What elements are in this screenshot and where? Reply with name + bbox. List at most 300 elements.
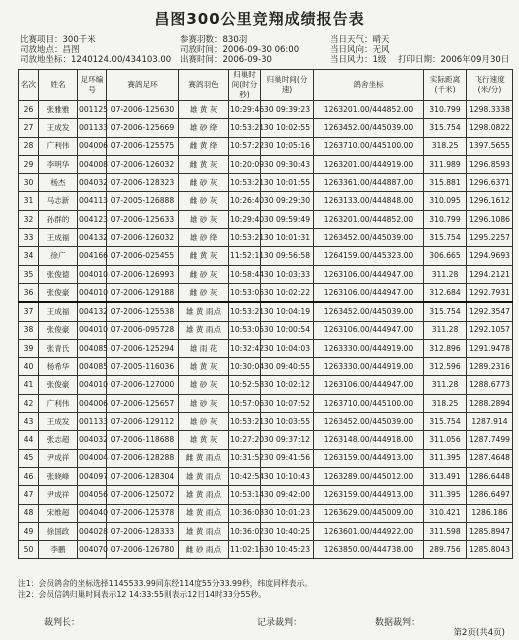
- table-cell: 王成福: [39, 302, 78, 321]
- table-cell: 36: [19, 283, 39, 302]
- table-cell: 07-2006-118688: [107, 431, 179, 449]
- print-date: 打印日期：2006年09月30日: [398, 55, 510, 65]
- column-header: 归巢时间(时分秒): [229, 70, 261, 101]
- table-cell: 1288.6773: [467, 376, 513, 394]
- table-cell: 雄 黄 雨点: [179, 467, 229, 485]
- table-cell: 1263289.00/445012.00: [314, 467, 424, 485]
- column-header: 赛鸽足环: [107, 70, 179, 101]
- table-cell: 30 10:02:12: [261, 376, 314, 394]
- table-cell: 30 10:45:23: [261, 541, 314, 559]
- table-cell: 312.684: [424, 283, 467, 302]
- wind-direction: 当日风向：无风: [330, 45, 390, 55]
- table-cell: 11:52:11: [229, 247, 261, 265]
- table-cell: 10:58:44: [229, 265, 261, 283]
- table-cell: 雄 黄 灰: [179, 431, 229, 449]
- table-cell: 004097: [78, 467, 107, 485]
- table-cell: 45: [19, 449, 39, 467]
- table-row: [19, 174, 513, 192]
- table-cell: 11:02:16: [229, 541, 261, 559]
- table-row: [19, 376, 513, 394]
- table-cell: 张青氏: [39, 339, 78, 357]
- table-cell: 1286.6448: [467, 467, 513, 485]
- table-cell: 10:29:40: [229, 210, 261, 228]
- table-cell: 1263106.00/444947.00: [314, 321, 424, 339]
- table-cell: 42: [19, 394, 39, 412]
- table-cell: 311.395: [424, 486, 467, 504]
- table-cell: 34: [19, 247, 39, 265]
- column-header: 赛鸽羽色: [179, 70, 229, 101]
- table-row: [19, 192, 513, 210]
- table-cell: 07-2006-125294: [107, 339, 179, 357]
- table-row: [19, 394, 513, 412]
- table-cell: 10:53:14: [229, 486, 261, 504]
- table-cell: 1263106.00/444947.00: [314, 283, 424, 302]
- table-cell: 雌 黄 灰: [179, 247, 229, 265]
- table-cell: 雌 黄 雨点: [179, 449, 229, 467]
- table-cell: 雌 黄 绛: [179, 137, 229, 155]
- table-cell: 1263850.00/444738.00: [314, 541, 424, 559]
- table-cell: 004056: [78, 486, 107, 504]
- table-cell: 289.756: [424, 541, 467, 559]
- table-cell: 10:26:40: [229, 192, 261, 210]
- table-cell: 41: [19, 376, 39, 394]
- table-cell: 1263452.00/445039.00: [314, 413, 424, 431]
- table-cell: 1287.4648: [467, 449, 513, 467]
- table-cell: 10:53:05: [229, 321, 261, 339]
- table-cell: 1298.0822: [467, 119, 513, 137]
- table-cell: 雄 黄 雨点: [179, 486, 229, 504]
- table-cell: 004010: [78, 321, 107, 339]
- table-row: [19, 449, 513, 467]
- table-cell: 004132: [78, 229, 107, 247]
- table-cell: 004032: [78, 174, 107, 192]
- table-cell: 30 09:29:30: [261, 192, 314, 210]
- table-cell: 1289.2316: [467, 358, 513, 376]
- table-row: [19, 229, 513, 247]
- table-cell: 30 10:04:19: [261, 302, 314, 321]
- table-cell: 1291.9478: [467, 339, 513, 357]
- table-cell: 004006: [78, 394, 107, 412]
- table-cell: 004004: [78, 449, 107, 467]
- table-cell: 李鹏: [39, 541, 78, 559]
- table-cell: 1263601.00/444922.00: [314, 522, 424, 540]
- table-cell: 07-2006-095728: [107, 321, 179, 339]
- table-cell: 49: [19, 522, 39, 540]
- table-cell: 张俊豪: [39, 376, 78, 394]
- table-cell: 28: [19, 137, 39, 155]
- table-cell: 孙群的: [39, 210, 78, 228]
- table-cell: 张晓峰: [39, 467, 78, 485]
- table-row: [19, 541, 513, 559]
- table-cell: 1263710.00/445100.00: [314, 394, 424, 412]
- table-row: [19, 247, 513, 265]
- table-cell: 1264159.00/445323.00: [314, 247, 424, 265]
- table-cell: 311.598: [424, 522, 467, 540]
- table-cell: 46: [19, 467, 39, 485]
- table-cell: 310.095: [424, 192, 467, 210]
- table-cell: 44: [19, 431, 39, 449]
- table-cell: 07-2006-125630: [107, 101, 179, 119]
- table-cell: 004040: [78, 504, 107, 522]
- table-cell: 30 10:05:16: [261, 137, 314, 155]
- table-cell: 30 10:00:54: [261, 321, 314, 339]
- table-cell: 07-2006-128304: [107, 467, 179, 485]
- table-cell: 1397.5655: [467, 137, 513, 155]
- table-cell: 雌 黄 灰: [179, 155, 229, 173]
- table-cell: 1294.9693: [467, 247, 513, 265]
- table-cell: 311.056: [424, 431, 467, 449]
- table-cell: 07-2006-129188: [107, 283, 179, 302]
- table-cell: 30 10:04:03: [261, 339, 314, 357]
- table-cell: 1263159.00/444913.00: [314, 486, 424, 504]
- table-cell: 王成发: [39, 413, 78, 431]
- table-cell: 001125: [78, 101, 107, 119]
- table-cell: 310.799: [424, 210, 467, 228]
- table-cell: 张志超: [39, 431, 78, 449]
- table-cell: 33: [19, 229, 39, 247]
- table-cell: 10:30:04: [229, 358, 261, 376]
- table-row: [19, 413, 513, 431]
- table-cell: 尹成祥: [39, 486, 78, 504]
- table-cell: 雄 砂 灰: [179, 413, 229, 431]
- table-cell: 07-2006-127000: [107, 376, 179, 394]
- chief-referee-label: 裁判长：: [44, 618, 81, 628]
- table-cell: 30 09:42:00: [261, 486, 314, 504]
- table-row: [19, 119, 513, 137]
- table-cell: 雄 砂 灰: [179, 394, 229, 412]
- table-cell: 30: [19, 174, 39, 192]
- table-cell: 1285.8947: [467, 522, 513, 540]
- table-cell: 004006: [78, 137, 107, 155]
- column-header: 足环编号: [78, 70, 107, 101]
- table-cell: 杨希华: [39, 358, 78, 376]
- table-cell: 311.395: [424, 449, 467, 467]
- table-cell: 1263201.00/444919.00: [314, 155, 424, 173]
- table-cell: 广利伟: [39, 394, 78, 412]
- table-cell: 004085: [78, 358, 107, 376]
- table-cell: 雄 黄 雨点: [179, 522, 229, 540]
- table-cell: 07-2006-025455: [107, 247, 179, 265]
- release-time: 司放时间：2006-09-30 06:00: [180, 45, 300, 55]
- table-cell: 004166: [78, 247, 107, 265]
- table-cell: 张雅雅: [39, 101, 78, 119]
- table-cell: 10:53:21: [229, 413, 261, 431]
- table-cell: 004032: [78, 431, 107, 449]
- table-cell: 马志新: [39, 192, 78, 210]
- table-cell: 1292.3547: [467, 302, 513, 321]
- table-cell: 07-2005-126888: [107, 192, 179, 210]
- table-cell: 47: [19, 486, 39, 504]
- race-item: 比赛项目：300千米: [20, 35, 96, 45]
- table-cell: 37: [19, 302, 39, 321]
- table-cell: 004008: [78, 155, 107, 173]
- table-cell: 张俊德: [39, 265, 78, 283]
- table-cell: 26: [19, 101, 39, 119]
- table-cell: 1285.8043: [467, 541, 513, 559]
- page-number: 第2页(共4页): [453, 628, 505, 638]
- table-cell: 50: [19, 541, 39, 559]
- table-cell: 王成福: [39, 229, 78, 247]
- table-row: [19, 339, 513, 357]
- table-cell: 32: [19, 210, 39, 228]
- table-cell: 315.754: [424, 413, 467, 431]
- table-cell: 1263330.00/444919.00: [314, 339, 424, 357]
- table-cell: 10:36:03: [229, 504, 261, 522]
- table-row: [19, 358, 513, 376]
- table-cell: 315.754: [424, 229, 467, 247]
- column-header: 归巢时间(分速): [261, 70, 314, 101]
- table-cell: 004123: [78, 210, 107, 228]
- table-row: [19, 486, 513, 504]
- table-cell: 王成发: [39, 119, 78, 137]
- results-table: [18, 69, 513, 559]
- column-header: 鸽舍坐标: [314, 70, 424, 101]
- table-cell: 1263452.00/445039.00: [314, 119, 424, 137]
- table-cell: 1263159.00/444913.00: [314, 449, 424, 467]
- table-cell: 001133: [78, 119, 107, 137]
- table-cell: 1288.2894: [467, 394, 513, 412]
- table-row: [19, 210, 513, 228]
- table-cell: 1295.2257: [467, 229, 513, 247]
- table-cell: 10:53:21: [229, 302, 261, 321]
- table-cell: 30 09:56:58: [261, 247, 314, 265]
- table-cell: 30 10:10:43: [261, 467, 314, 485]
- table-cell: 30 10:01:55: [261, 174, 314, 192]
- table-cell: 07-2006-128288: [107, 449, 179, 467]
- table-cell: 311.28: [424, 265, 467, 283]
- table-cell: 318.25: [424, 137, 467, 155]
- table-cell: 07-2006-128323: [107, 174, 179, 192]
- table-cell: 30 10:03:55: [261, 413, 314, 431]
- table-cell: 雄 黄 雨点: [179, 302, 229, 321]
- table-cell: 1263133.00/444848.00: [314, 192, 424, 210]
- table-cell: 10:53:05: [229, 283, 261, 302]
- table-cell: 1287.7499: [467, 431, 513, 449]
- table-row: [19, 467, 513, 485]
- table-cell: 10:20:09: [229, 155, 261, 173]
- table-cell: 10:57:06: [229, 394, 261, 412]
- table-cell: 1287.914: [467, 413, 513, 431]
- table-cell: 1263710.00/445100.00: [314, 137, 424, 155]
- table-cell: 雄 黄 灰: [179, 358, 229, 376]
- table-cell: 1263361.00/444887.00: [314, 174, 424, 192]
- table-cell: 雌 砂 灰: [179, 265, 229, 283]
- table-cell: 1296.8593: [467, 155, 513, 173]
- table-cell: 雌 砂 雨点: [179, 541, 229, 559]
- table-cell: 311.989: [424, 155, 467, 173]
- table-cell: 尹成祥: [39, 449, 78, 467]
- release-location: 司放地点：昌图: [20, 45, 80, 55]
- table-cell: 宋维超: [39, 504, 78, 522]
- table-row: [19, 137, 513, 155]
- table-cell: 315.754: [424, 302, 467, 321]
- table-cell: 李明华: [39, 155, 78, 173]
- table-cell: 30 09:59:49: [261, 210, 314, 228]
- table-cell: 27: [19, 119, 39, 137]
- table-cell: 1292.1057: [467, 321, 513, 339]
- table-cell: 雌 砂 灰: [179, 283, 229, 302]
- table-cell: 雌 砂 灰: [179, 174, 229, 192]
- note-1: 注1：会员鸽舍的坐标选择1145533.99同东经114度55分33.99秒，纬度同样表示。: [18, 579, 313, 588]
- data-referee-label: 数据裁判：: [375, 618, 421, 628]
- table-row: [19, 522, 513, 540]
- recording-referee-label: 记录裁判：: [257, 618, 303, 628]
- table-cell: 07-2006-125669: [107, 119, 179, 137]
- table-cell: 张俊豪: [39, 283, 78, 302]
- table-cell: 1263148.00/444918.00: [314, 431, 424, 449]
- table-cell: 07-2006-126780: [107, 541, 179, 559]
- table-cell: 40: [19, 358, 39, 376]
- table-cell: 10:27:20: [229, 431, 261, 449]
- weather: 当日天气：晴天: [330, 35, 390, 45]
- table-cell: 07-2006-125657: [107, 394, 179, 412]
- table-cell: 杨杰: [39, 174, 78, 192]
- table-cell: 310.799: [424, 101, 467, 119]
- column-header: 飞行速度(米/分): [467, 70, 513, 101]
- table-cell: 雄 砂 灰: [179, 210, 229, 228]
- table-cell: 311.28: [424, 376, 467, 394]
- table-cell: 30 09:39:23: [261, 101, 314, 119]
- table-row: [19, 265, 513, 283]
- table-cell: 雄 黄 雨点: [179, 321, 229, 339]
- table-row: [19, 101, 513, 119]
- table-cell: 1263330.00/444919.00: [314, 358, 424, 376]
- table-cell: 10:32:42: [229, 339, 261, 357]
- table-cell: 48: [19, 504, 39, 522]
- table-cell: 1296.1612: [467, 192, 513, 210]
- table-cell: 10:52:58: [229, 376, 261, 394]
- table-cell: 004028: [78, 522, 107, 540]
- table-cell: 07-2006-128333: [107, 522, 179, 540]
- table-cell: 雄 黄 雨点: [179, 504, 229, 522]
- table-cell: 311.28: [424, 321, 467, 339]
- table-cell: 1296.1086: [467, 210, 513, 228]
- table-cell: 07-2006-126993: [107, 265, 179, 283]
- release-coordinate: 司放地坐标：1240124.00/434103.00: [20, 55, 172, 65]
- table-cell: 315.881: [424, 174, 467, 192]
- table-cell: 07-2006-125538: [107, 302, 179, 321]
- table-cell: 张俊豪: [39, 321, 78, 339]
- table-cell: 004010: [78, 376, 107, 394]
- table-cell: 07-2006-126032: [107, 229, 179, 247]
- table-cell: 318.25: [424, 394, 467, 412]
- table-cell: 10:36:02: [229, 522, 261, 540]
- table-cell: 312.596: [424, 358, 467, 376]
- table-cell: 徐广: [39, 247, 78, 265]
- table-cell: 徐国政: [39, 522, 78, 540]
- table-cell: 10:57:22: [229, 137, 261, 155]
- table-cell: 30 10:01:31: [261, 229, 314, 247]
- table-cell: 10:53:21: [229, 229, 261, 247]
- table-cell: 10:42:54: [229, 467, 261, 485]
- table-cell: 43: [19, 413, 39, 431]
- wind-force: 当日风力：1级: [330, 55, 387, 65]
- table-cell: 30 10:07:52: [261, 394, 314, 412]
- table-cell: 004085: [78, 339, 107, 357]
- table-cell: 1263452.00/445039.00: [314, 302, 424, 321]
- table-cell: 39: [19, 339, 39, 357]
- table-cell: 雄 砂 灰: [179, 376, 229, 394]
- column-header: 名次: [19, 70, 39, 101]
- table-cell: 1286.6497: [467, 486, 513, 504]
- table-cell: 004010: [78, 265, 107, 283]
- table-cell: 30 10:40:25: [261, 522, 314, 540]
- table-cell: 雄 雨 花: [179, 339, 229, 357]
- table-row: [19, 283, 513, 302]
- column-header: 姓名: [39, 70, 78, 101]
- table-cell: 1286.186: [467, 504, 513, 522]
- table-cell: 30 09:41:56: [261, 449, 314, 467]
- table-cell: 07-2005-116036: [107, 358, 179, 376]
- column-header: 实际距离(千米): [424, 70, 467, 101]
- table-cell: 1263201.00/444852.00: [314, 210, 424, 228]
- table-cell: 1298.3338: [467, 101, 513, 119]
- note-2: 注2：会员信鸽归巢时间表示12 14:33:55则表示12日14时33分55秒。: [18, 590, 266, 599]
- table-cell: 1263452.00/445039.00: [314, 229, 424, 247]
- table-cell: 雄 砂 绛: [179, 119, 229, 137]
- table-cell: 29: [19, 155, 39, 173]
- table-cell: 38: [19, 321, 39, 339]
- table-cell: 1296.6371: [467, 174, 513, 192]
- table-row: [19, 321, 513, 339]
- entry-count: 参赛羽数：830羽: [180, 35, 248, 45]
- table-cell: 30 10:02:22: [261, 283, 314, 302]
- table-cell: 30 09:30:43: [261, 155, 314, 173]
- table-cell: 07-2006-125575: [107, 137, 179, 155]
- table-cell: 30 09:37:12: [261, 431, 314, 449]
- table-cell: 30 10:02:55: [261, 119, 314, 137]
- table-cell: 广利伟: [39, 137, 78, 155]
- table-cell: 004070: [78, 541, 107, 559]
- table-cell: 004113: [78, 192, 107, 210]
- table-row: [19, 504, 513, 522]
- table-cell: 雄 黄 灰: [179, 101, 229, 119]
- table-cell: 30 09:40:55: [261, 358, 314, 376]
- table-cell: 雌 砂 灰: [179, 192, 229, 210]
- table-cell: 004132: [78, 302, 107, 321]
- table-cell: 07-2006-126032: [107, 155, 179, 173]
- table-cell: 1294.2121: [467, 265, 513, 283]
- table-cell: 07-2006-129112: [107, 413, 179, 431]
- table-cell: 雄 砂 绛: [179, 229, 229, 247]
- table-cell: 1292.7931: [467, 283, 513, 302]
- table-cell: 35: [19, 265, 39, 283]
- table-cell: 001133: [78, 413, 107, 431]
- table-cell: 1263106.00/444947.00: [314, 265, 424, 283]
- table-cell: 312.896: [424, 339, 467, 357]
- table-row: [19, 431, 513, 449]
- table-cell: 10:29:46: [229, 101, 261, 119]
- table-cell: 10:31:52: [229, 449, 261, 467]
- table-row: [19, 302, 513, 321]
- table-cell: 30 10:03:33: [261, 265, 314, 283]
- table-cell: 313.491: [424, 467, 467, 485]
- table-cell: 10:53:21: [229, 174, 261, 192]
- table-cell: 1263106.00/444947.00: [314, 376, 424, 394]
- table-cell: 30 10:01:23: [261, 504, 314, 522]
- table-cell: 1263629.00/445009.00: [314, 504, 424, 522]
- table-cell: 07-2006-125378: [107, 504, 179, 522]
- table-cell: 07-2006-125072: [107, 486, 179, 504]
- table-cell: 306.665: [424, 247, 467, 265]
- table-cell: 1263201.00/444852.00: [314, 101, 424, 119]
- table-cell: 310.421: [424, 504, 467, 522]
- report-title: 昌图300公里竞翔成绩报告表: [154, 10, 365, 28]
- table-cell: 004010: [78, 283, 107, 302]
- table-cell: 10:53:21: [229, 119, 261, 137]
- table-cell: 31: [19, 192, 39, 210]
- table-cell: 07-2006-125633: [107, 210, 179, 228]
